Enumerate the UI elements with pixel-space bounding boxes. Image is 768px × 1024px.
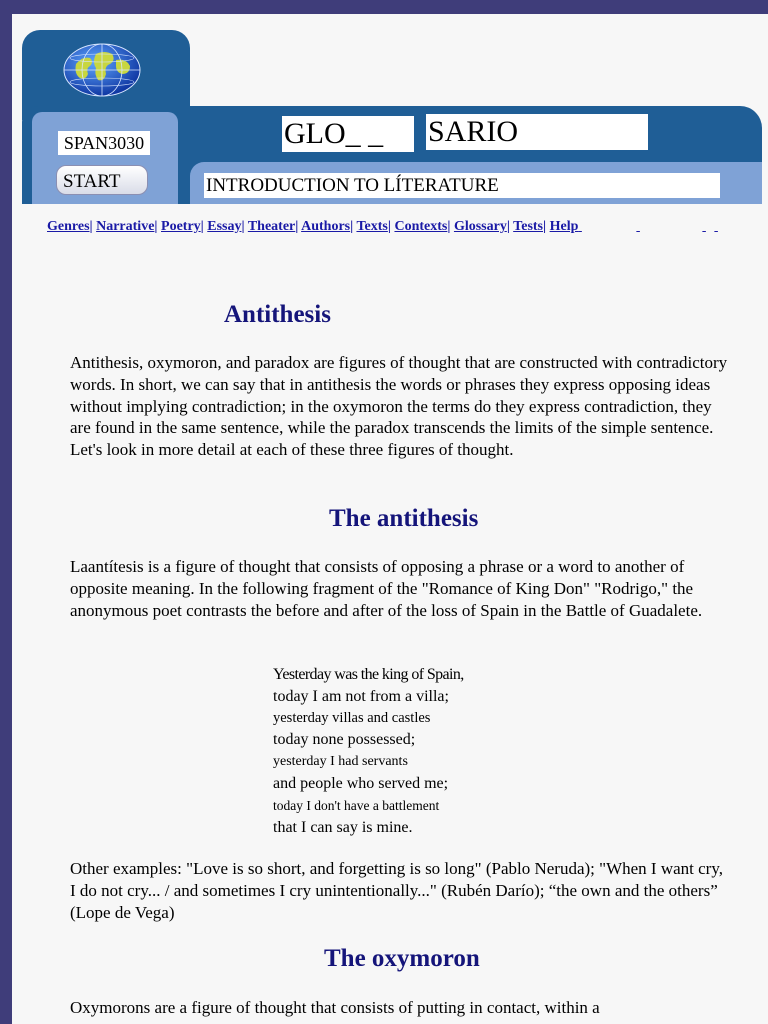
poem-line: that I can say is mine.	[273, 818, 413, 836]
site-title-part1: GLO_ _	[282, 116, 414, 152]
nav-link-genres[interactable]: Genres	[47, 219, 90, 234]
nav-link-tests[interactable]: Tests	[513, 219, 543, 234]
nav-separator: |	[200, 219, 204, 234]
poem-line: Yesterday was the king of Spain,	[273, 666, 464, 683]
nav-separator: |	[154, 219, 158, 234]
nav-separator: |	[89, 219, 93, 234]
poem-line: and people who served me;	[273, 774, 449, 792]
nav-underline-pad	[714, 217, 740, 237]
page-title: Antithesis	[224, 301, 331, 328]
nav-separator: |	[506, 219, 510, 234]
poem-line: yesterday villas and castles	[273, 709, 431, 726]
nav-link-texts[interactable]: Texts	[356, 219, 388, 234]
poem-line: yesterday I had servants	[273, 754, 408, 770]
nav-link-poetry[interactable]: Poetry	[161, 219, 201, 234]
poem-line: today I am not from a villa;	[273, 687, 449, 705]
section-title-antithesis: The antithesis	[329, 505, 479, 532]
nav-separator: |	[241, 219, 245, 234]
site-subtitle: INTRODUCTION TO LÍTERATURE	[204, 173, 720, 198]
nav-underline-pad	[636, 217, 690, 237]
course-code-label: SPAN3030	[58, 131, 150, 155]
poem-line: today none possessed;	[273, 731, 416, 749]
nav-separator: |	[295, 219, 299, 234]
nav-link-theater[interactable]: Theater	[247, 219, 296, 234]
site-title-part2: SARIO	[426, 114, 648, 150]
poem-fragment	[273, 664, 533, 838]
nav-link-essay[interactable]: Essay	[207, 219, 242, 234]
nav-separator: |	[387, 219, 391, 234]
intro-paragraph: Antithesis, oxymoron, and paradox are figures of thought that are constructed with contradictory words. In short, we can say that in antithesis the words or phrases they express opposing ideas without implying contradiction; in the oxymoron the terms do they express contradiction, they are found in the same sentence, while the paradox transcends the limits of the simple sentence. Let's look in more detail at each of these three figures of thought.	[70, 353, 728, 460]
window-frame-left	[0, 0, 12, 1024]
nav-link-contexts[interactable]: Contexts	[394, 219, 448, 234]
nav-link-authors[interactable]: Authors	[301, 219, 351, 234]
nav-separator: |	[447, 219, 451, 234]
globe-icon	[62, 42, 142, 98]
examples-paragraph: Other examples: "Love is so short, and forgetting is so long" (Pablo Neruda); "When I want cry, I do not cry... / and sometimes I cry unintentionally..." (Rubén Darío); “the own and the others” (Lope de Vega)	[70, 859, 723, 922]
start-button[interactable]: START	[56, 165, 148, 195]
section-title-oxymoron: The oxymoron	[324, 945, 480, 972]
nav-underline-pad	[702, 217, 710, 237]
poem-line: today I don't have a battlement	[273, 797, 440, 813]
nav-link-help[interactable]: Help	[549, 219, 579, 234]
nav-separator: |	[350, 219, 354, 234]
main-nav	[47, 217, 747, 237]
window-frame-top	[0, 0, 768, 14]
antithesis-paragraph: Laantítesis is a figure of thought that consists of opposing a phrase or a word to another of opposite meaning. In the following fragment of the "Romance of King Don" "Rodrigo," the anonymous poet contrasts the before and after of the loss of Spain in the Battle of Guadalete.	[70, 557, 703, 620]
nav-link-narrative[interactable]: Narrative	[96, 219, 155, 234]
nav-separator: |	[543, 219, 547, 234]
nav-link-glossary[interactable]: Glossary	[453, 219, 507, 234]
oxymoron-paragraph: Oxymorons are a figure of thought that consists of putting in contact, within a	[70, 998, 600, 1017]
nav-underline-pad	[578, 217, 624, 237]
